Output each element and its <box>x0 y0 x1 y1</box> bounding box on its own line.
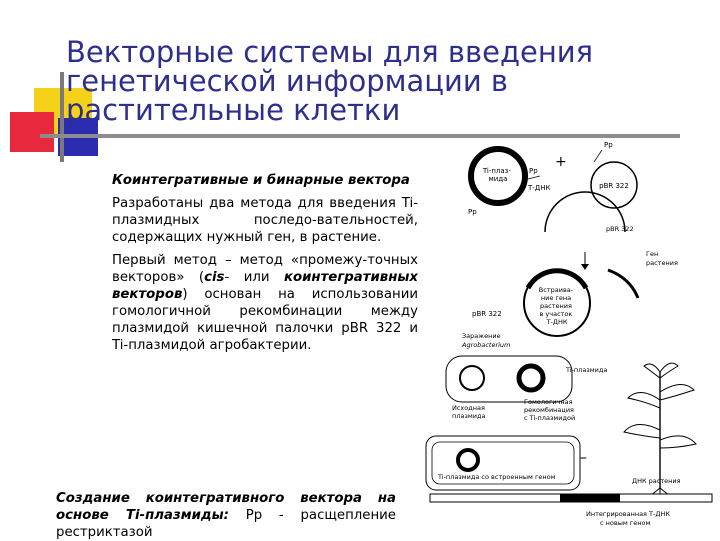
section-heading <box>112 172 418 189</box>
plant-dna-label: ДНК растения <box>632 477 681 485</box>
plant-leaf <box>624 424 660 438</box>
integrated-label: Ti-плазмида со встроенным геном <box>438 473 556 481</box>
plus-sign: + <box>555 154 567 170</box>
plant-leaf <box>660 384 694 400</box>
plant-leaf <box>660 436 696 448</box>
plant-leaf <box>628 392 660 408</box>
slide-title: Векторные системы для введения генетической информации в растительные клетки <box>66 35 594 127</box>
pp-label: Рр <box>529 167 538 175</box>
paragraph-2-run: ) основан на использовании гомологичной рекомбинации между плазмидой кишечной палочки pBR 322 и Ti-плазмидой агробактерии. <box>112 287 418 353</box>
pbr322-cut-line <box>594 150 602 162</box>
pp-label: Рр <box>604 141 613 149</box>
body-text <box>112 172 418 360</box>
tdna-label: Т-ДНК <box>528 184 551 192</box>
plant-leaf <box>660 363 678 378</box>
paragraph-2-run: или <box>243 270 284 285</box>
infection-label: Заражение Agrobacterium <box>462 332 511 349</box>
decor-vertical-rule <box>60 72 64 162</box>
plant-leaf <box>644 364 660 378</box>
parent-plasmid-label: Исходная плазмида <box>452 404 486 420</box>
cointegrative-vector-diagram <box>420 132 720 537</box>
minus-sign: – <box>580 450 587 466</box>
caption-bold: Создание коинтегративного вектора на основе Ti-плазмиды: <box>56 491 396 523</box>
integrated-plasmid-ring <box>458 450 478 470</box>
decor-red-square <box>10 112 54 152</box>
ti-small-label: Ti-плазмида <box>566 366 608 374</box>
integrated-tdna-segment <box>560 494 620 502</box>
plant-gene-label: Ген растения <box>646 250 678 267</box>
pp-label: Рр <box>468 208 477 216</box>
paragraph-2-run: коинтегративных векторов <box>112 270 418 302</box>
plant-gene-fragment <box>608 270 638 298</box>
arrow-head <box>581 264 589 270</box>
section-heading-text: Коинтегративные и бинарные вектора <box>112 173 410 188</box>
paragraph-2 <box>112 252 418 354</box>
paragraph-2-run: Первый метод – метод «промежу-точных векторов» ( <box>112 253 418 285</box>
pbr322-open-label: pBR 322 <box>606 225 634 233</box>
recombination-label: Гомологичная рекомбинация с Ti-плазмидой <box>524 398 576 422</box>
bacterium-box <box>446 356 572 402</box>
caption-normal: Рр - расщепление рестриктазой <box>56 508 396 540</box>
paragraph-1: Разработаны два метода для введения Ti-плазмидных последо-вательностей, содержащих нужный ген, в растение. <box>112 196 418 245</box>
ti-plasmid-small <box>519 366 543 390</box>
paragraph-2-run: - <box>224 270 230 285</box>
ti-plasmid-label: Ti-плаз- мида <box>482 167 511 183</box>
insert-label: Встраива- ние гена растения в участок Т-ДНК <box>538 286 574 326</box>
integrated-tdna-label: Интегрированная Т-ДНК с новым геном <box>586 510 670 527</box>
pbr322-side-label: pBR 322 <box>472 310 502 318</box>
parent-plasmid-ring <box>460 366 484 390</box>
integrated-box <box>426 436 580 490</box>
pbr322-label: pBR 322 <box>599 182 629 190</box>
paragraph-2-run: cis <box>204 270 225 285</box>
figure-caption <box>56 490 396 541</box>
